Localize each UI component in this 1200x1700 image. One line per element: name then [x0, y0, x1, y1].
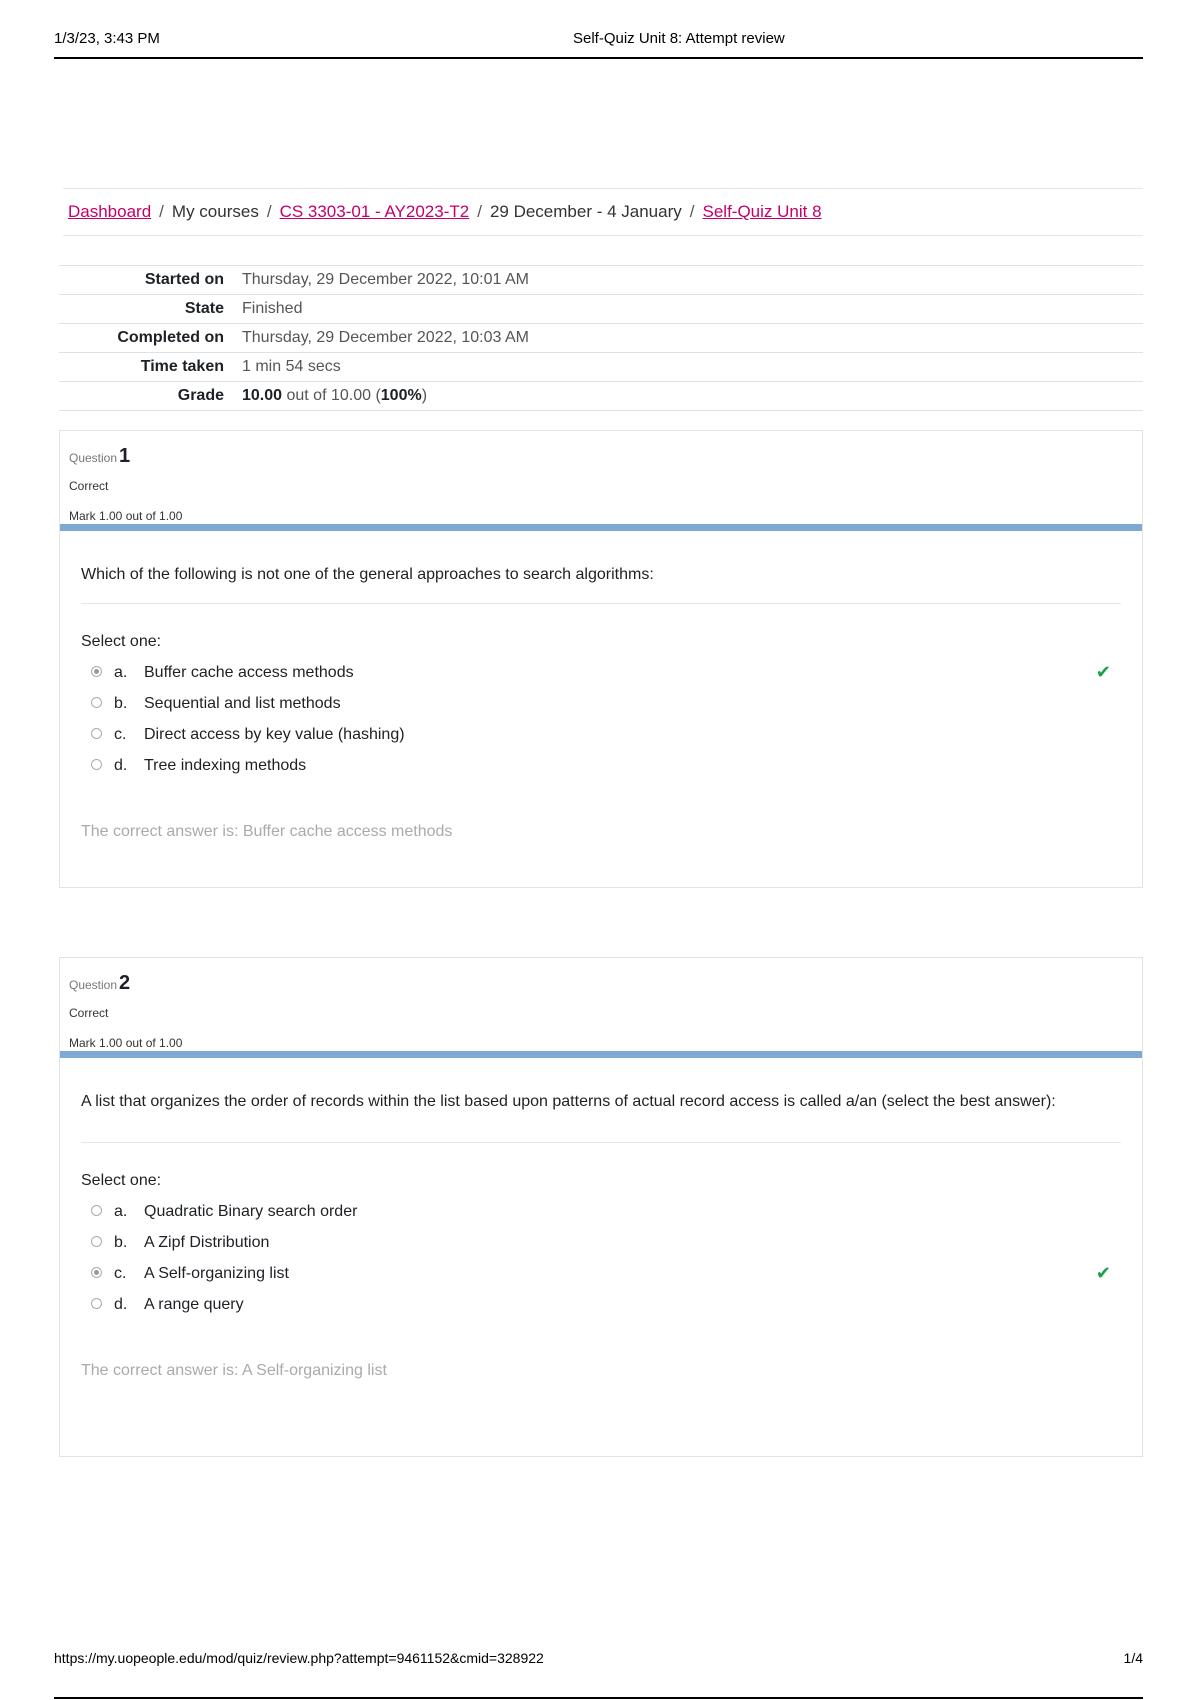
- radio-button-selected[interactable]: [91, 666, 102, 677]
- breadcrumb-separator: /: [159, 202, 164, 221]
- breadcrumb-course-link[interactable]: CS 3303-01 - AY2023-T2: [279, 202, 470, 221]
- breadcrumb-week: 29 December - 4 January: [489, 202, 682, 221]
- breadcrumb-separator: /: [477, 202, 482, 221]
- answer-text: Sequential and list methods: [144, 695, 341, 712]
- answer-text: A range query: [144, 1296, 244, 1313]
- question-info: [60, 431, 1142, 531]
- grade-close: ): [421, 387, 428, 404]
- question-content: [60, 1058, 1142, 1380]
- summary-value: Thursday, 29 December 2022, 10:01 AM: [242, 266, 1143, 295]
- answer-letter: a.: [114, 664, 128, 681]
- question-number: 1: [119, 445, 131, 467]
- breadcrumb-my-courses: My courses: [171, 202, 259, 221]
- print-page-title: Self-Quiz Unit 8: Attempt review: [573, 30, 785, 47]
- question-word: Question: [69, 978, 118, 992]
- grade-score: 10.00: [242, 387, 283, 404]
- summary-label: Grade: [59, 382, 242, 411]
- summary-value: Finished: [242, 295, 1143, 324]
- answer-option[interactable]: [81, 657, 1121, 688]
- question-number: 2: [119, 972, 131, 994]
- answer-letter: a.: [114, 1203, 128, 1220]
- summary-label: Completed on: [59, 324, 242, 353]
- radio-button[interactable]: [91, 1205, 102, 1216]
- question-state: Correct: [69, 479, 109, 493]
- summary-label: State: [59, 295, 242, 324]
- answer-option[interactable]: [81, 719, 1121, 750]
- correct-answer-feedback: The correct answer is: A Self-organizing list: [81, 1362, 387, 1379]
- grade-out-of: out of 10.00 (: [282, 387, 381, 404]
- breadcrumb: [63, 188, 1143, 236]
- answer-letter: d.: [114, 1296, 128, 1313]
- summary-value: 1 min 54 secs: [242, 353, 1143, 382]
- radio-button[interactable]: [91, 1236, 102, 1247]
- radio-button-selected[interactable]: [91, 1267, 102, 1278]
- answer-letter: d.: [114, 757, 128, 774]
- question-word: Question: [69, 451, 118, 465]
- answer-option[interactable]: [81, 1196, 1121, 1227]
- attempt-summary-table: [59, 265, 1143, 411]
- answer-text: A Self-organizing list: [144, 1265, 289, 1282]
- answer-option[interactable]: [81, 1258, 1121, 1289]
- correct-check-icon: ✔: [1095, 662, 1111, 682]
- breadcrumb-quiz-link[interactable]: Self-Quiz Unit 8: [702, 202, 822, 221]
- print-url: https://my.uopeople.edu/mod/quiz/review.php?attempt=9461152&cmid=328922: [54, 1650, 544, 1666]
- summary-value: [242, 382, 1143, 411]
- grade-percent: 100%: [380, 387, 422, 404]
- answer-text: Direct access by key value (hashing): [144, 726, 405, 743]
- correct-check-icon: ✔: [1095, 1263, 1111, 1283]
- question-text: Which of the following is not one of the general approaches to search algorithms:: [81, 531, 1121, 604]
- print-header: [54, 28, 1143, 59]
- question-mark: Mark 1.00 out of 1.00: [69, 509, 183, 523]
- summary-row-time-taken: [59, 353, 1143, 382]
- answer-option[interactable]: [81, 1227, 1121, 1258]
- summary-value: Thursday, 29 December 2022, 10:03 AM: [242, 324, 1143, 353]
- answer-option[interactable]: [81, 750, 1121, 781]
- question-text: A list that organizes the order of records within the list based upon patterns of actual record access is called a/an (select the best answer):: [81, 1058, 1121, 1143]
- answer-text: Tree indexing methods: [144, 757, 307, 774]
- summary-row-grade: [59, 382, 1143, 411]
- print-datetime: 1/3/23, 3:43 PM: [54, 30, 160, 47]
- summary-label: Started on: [59, 266, 242, 295]
- footer-divider: [54, 1697, 1143, 1699]
- radio-button[interactable]: [91, 1298, 102, 1309]
- answer-letter: b.: [114, 695, 128, 712]
- question-state: Correct: [69, 1006, 109, 1020]
- answer-text: A Zipf Distribution: [144, 1234, 270, 1251]
- question-mark: Mark 1.00 out of 1.00: [69, 1036, 183, 1050]
- answer-text: Buffer cache access methods: [144, 664, 354, 681]
- answer-letter: b.: [114, 1234, 128, 1251]
- summary-label: Time taken: [59, 353, 242, 382]
- breadcrumb-separator: /: [266, 202, 272, 221]
- radio-button[interactable]: [91, 728, 102, 739]
- question-2: [59, 957, 1143, 1457]
- select-one-label: Select one:: [81, 633, 162, 650]
- breadcrumb-dashboard-link[interactable]: Dashboard: [68, 202, 152, 221]
- question-info: [60, 958, 1142, 1058]
- answer-letter: c.: [114, 726, 127, 743]
- question-1: [59, 430, 1143, 888]
- summary-row-state: [59, 295, 1143, 324]
- correct-answer-feedback: The correct answer is: Buffer cache access methods: [81, 823, 453, 840]
- answer-option[interactable]: [81, 688, 1121, 719]
- select-one-label: Select one:: [81, 1172, 162, 1189]
- summary-row-completed-on: [59, 324, 1143, 353]
- question-content: [60, 531, 1142, 841]
- summary-row-started-on: [59, 266, 1143, 295]
- radio-button[interactable]: [91, 759, 102, 770]
- radio-button[interactable]: [91, 697, 102, 708]
- answer-text: Quadratic Binary search order: [144, 1203, 358, 1220]
- answer-option[interactable]: [81, 1289, 1121, 1320]
- answer-letter: c.: [114, 1265, 127, 1282]
- breadcrumb-separator: /: [689, 202, 695, 221]
- print-page-number: 1/4: [1123, 1650, 1143, 1666]
